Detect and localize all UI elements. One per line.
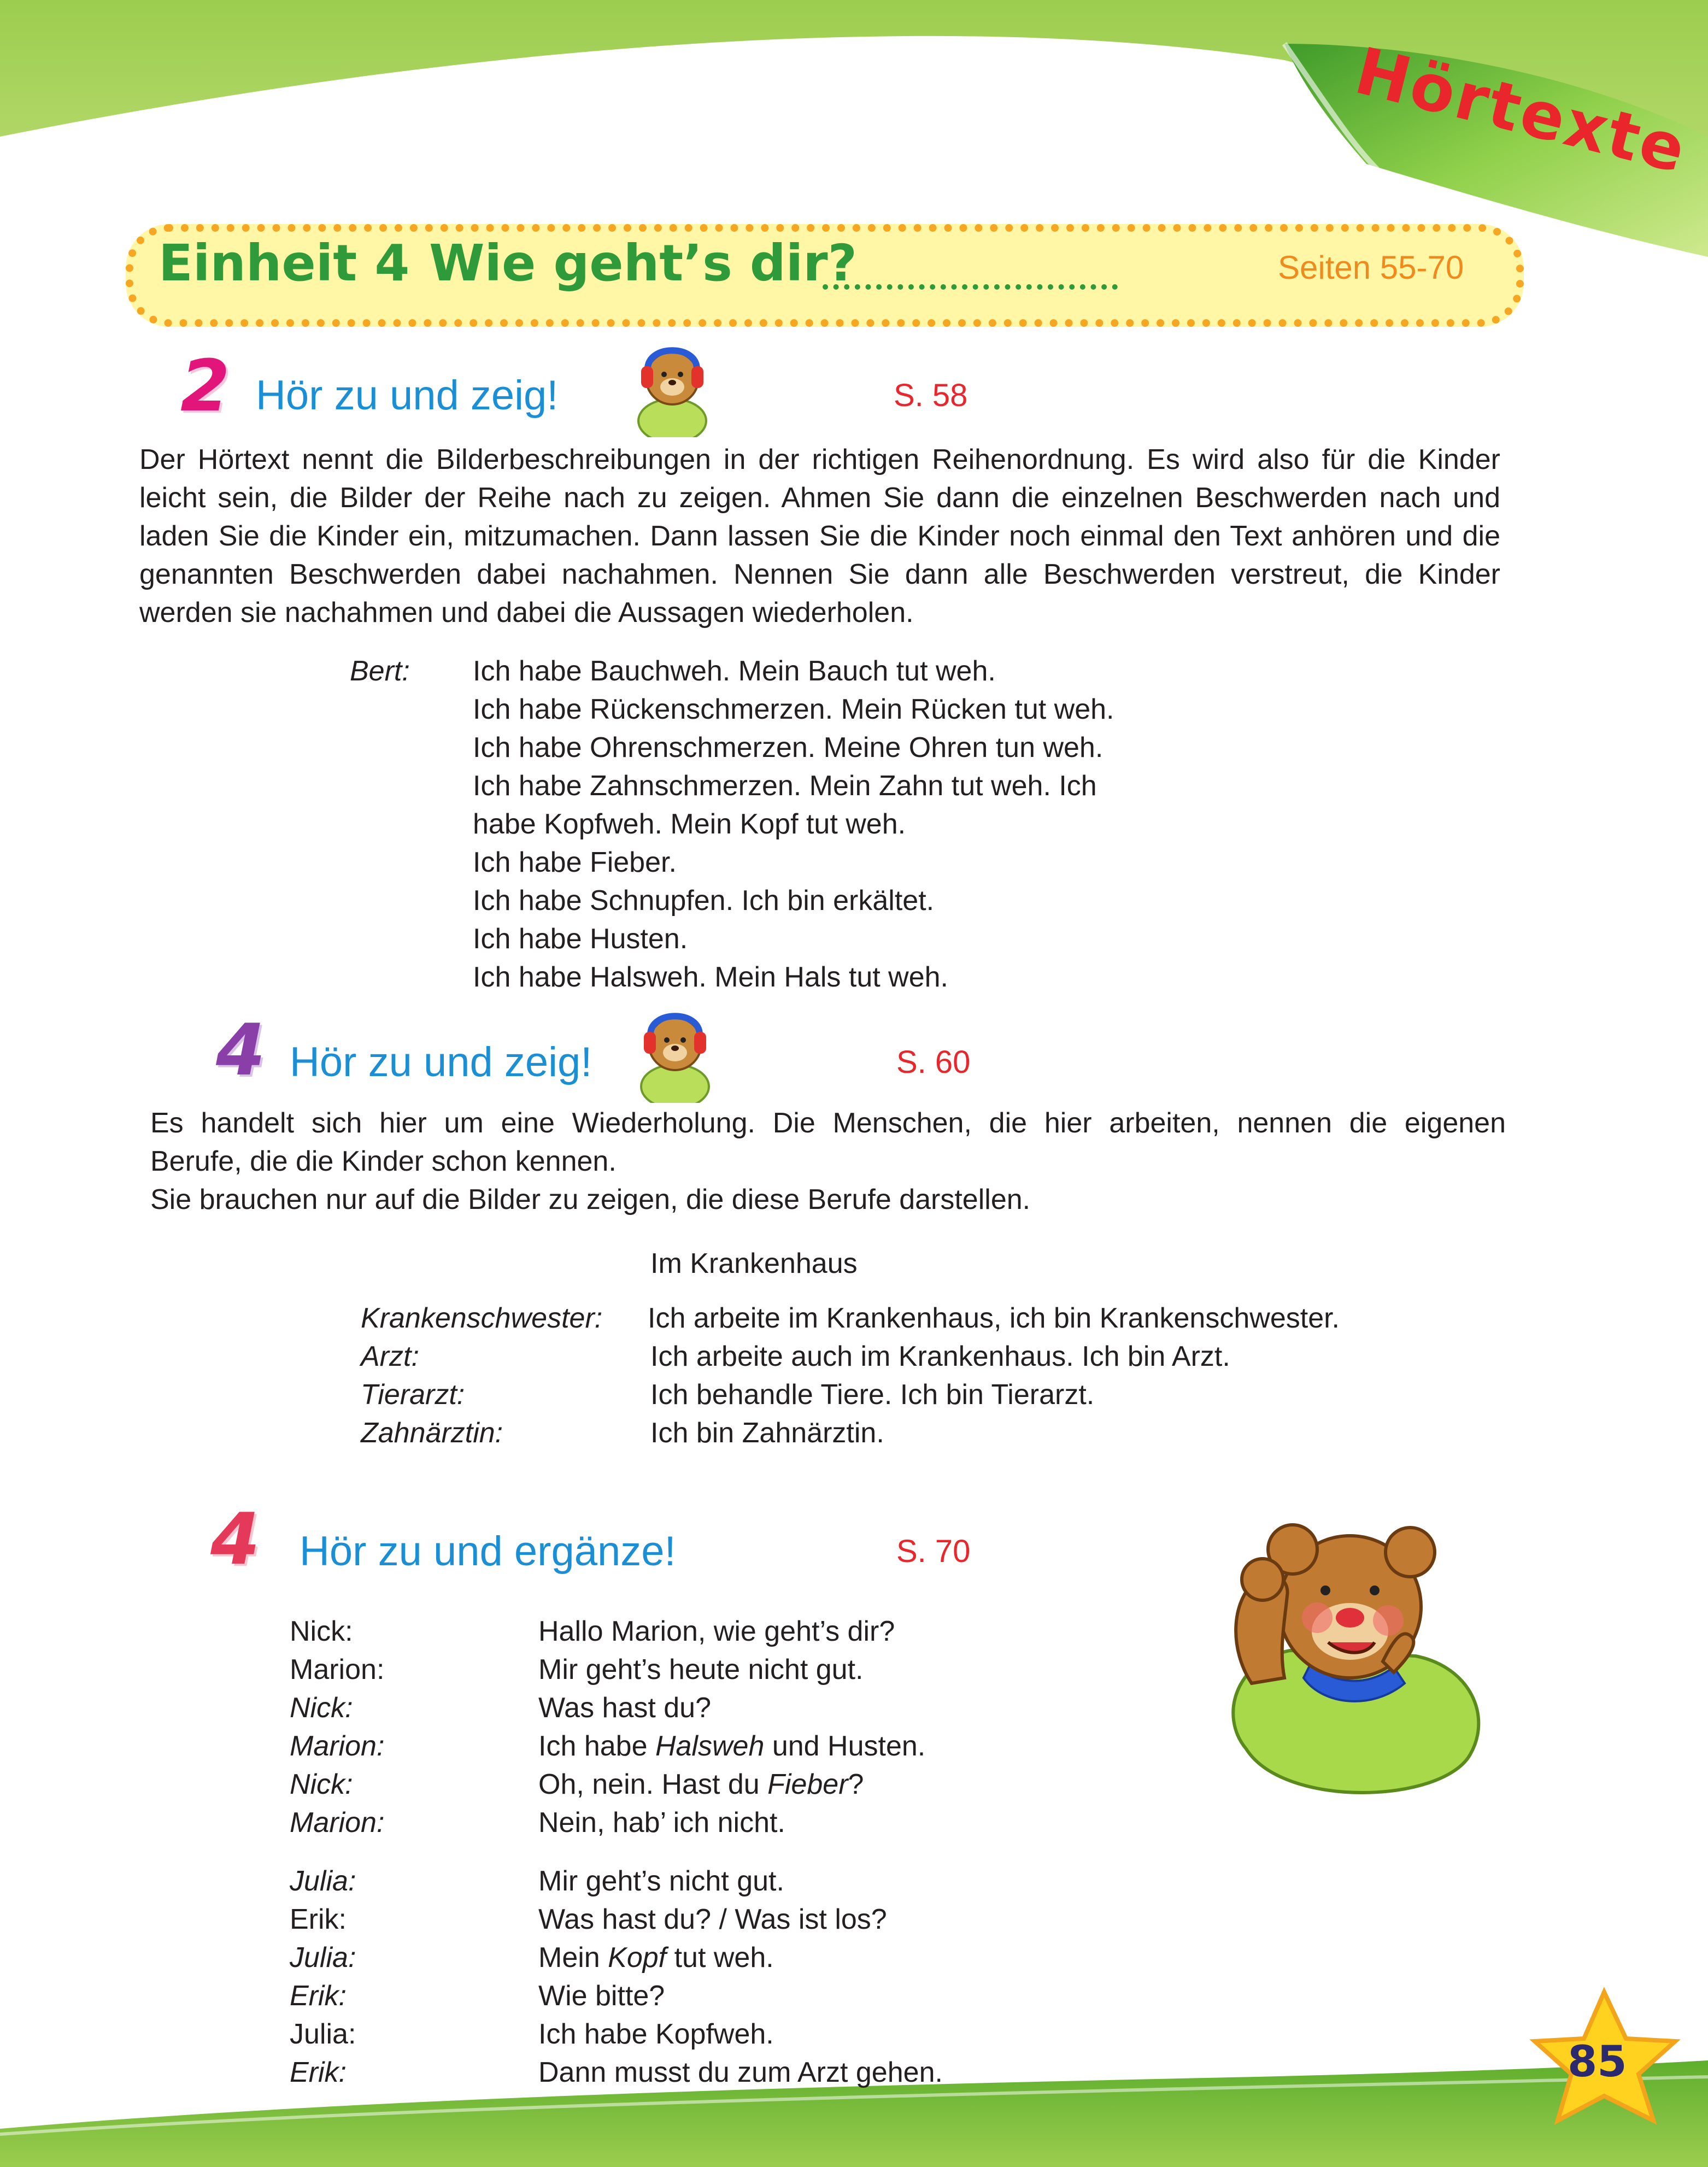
speaker-label: Marion: xyxy=(290,1807,385,1839)
exercise-title: Hör zu und ergänze! xyxy=(300,1528,676,1575)
speaker-label: Nick: xyxy=(290,1769,353,1800)
dialog-line: Nein, hab’ ich nicht. xyxy=(538,1807,785,1839)
banner-dotted-line xyxy=(823,284,1118,290)
exercise-title: Hör zu und zeig! xyxy=(256,372,559,419)
dialog-line: Mir geht’s nicht gut. xyxy=(538,1865,784,1897)
dialog-line xyxy=(538,1941,774,1974)
speaker-label: Erik: xyxy=(290,1904,347,1935)
speaker-label: Julia: xyxy=(290,2018,356,2050)
dialog-text: Mein xyxy=(538,1942,608,1974)
speaker-label: Nick: xyxy=(290,1692,353,1724)
corner-label: Hörtexte xyxy=(1348,33,1695,188)
dialog-line: Ich habe Ohrenschmerzen. Meine Ohren tun weh. xyxy=(473,732,1104,764)
instruction-text: Berufe, die die Kinder schon kennen. xyxy=(150,1146,617,1177)
page-number: 85 xyxy=(1568,2037,1627,2087)
dialog-line xyxy=(538,1730,925,1763)
speaker-label: Arzt: xyxy=(361,1341,419,1372)
dialog-line: Dann musst du zum Arzt gehen. xyxy=(538,2057,943,2088)
dialog-line: Ich habe Fieber. xyxy=(473,847,677,878)
speaker-label: Julia: xyxy=(290,1942,356,1974)
dialog-line: Ich habe Bauchweh. Mein Bauch tut weh. xyxy=(473,655,996,687)
speaker-label: Marion: xyxy=(290,1730,385,1762)
dialog-text: ? xyxy=(848,1769,864,1800)
exercise-title: Hör zu und zeig! xyxy=(290,1039,592,1085)
dialog-line: Ich arbeite auch im Krankenhaus. Ich bin Arzt. xyxy=(650,1341,1230,1372)
dialog-line: Was hast du? / Was ist los? xyxy=(538,1904,887,1935)
answer-word: Fieber xyxy=(767,1769,848,1800)
instruction-text: Sie brauchen nur auf die Bilder zu zeigen, die diese Berufe darstellen. xyxy=(150,1184,1031,1215)
unit-pages: Seiten 55-70 xyxy=(1278,249,1464,286)
speaker-label: Nick: xyxy=(290,1616,353,1647)
dialog-line: Ich habe Kopfweh. xyxy=(538,2018,774,2050)
unit-number: Einheit 4 xyxy=(159,234,410,292)
dialog-text: Oh, nein. Hast du xyxy=(538,1769,768,1800)
speaker-label: Zahnärztin: xyxy=(361,1417,503,1449)
dialog-text: tut weh. xyxy=(666,1942,774,1974)
instruction-text: Der Hörtext nennt die Bilderbeschreibungen in der richtigen Reihenordnung. Es wird also für die Kinder leicht sein, die Bilder der Reihe nach zu zeigen. Ahmen Sie dann die einzelnen Beschwerden nach und laden Sie die Kinder ein, mitzumachen. Dann lassen Sie die Kinder noch einmal den Text anhören und die genannten Beschwerden dabei nachahmen. Nennen Sie dann alle Beschwerden verstreut, die Kinder werden sie nachahmen und dabei die Aussagen wiederholen. xyxy=(139,444,1500,629)
speaker-label: Julia: xyxy=(290,1865,356,1897)
answer-word: Halsweh xyxy=(655,1730,765,1762)
answer-word: Kopf xyxy=(608,1942,667,1974)
dialog-line: Was hast du? xyxy=(538,1692,712,1724)
exercise-number: 4 xyxy=(210,1497,260,1581)
page-reference: S. 60 xyxy=(896,1044,971,1080)
bear-headphones-icon xyxy=(634,1005,716,1103)
speaker-label: Erik: xyxy=(290,1980,347,2012)
dialog-line: habe Kopfweh. Mein Kopf tut weh. xyxy=(473,808,906,840)
bear-sick-icon xyxy=(1186,1519,1492,1814)
scene-label: Im Krankenhaus xyxy=(650,1248,858,1279)
dialog-line: Ich bin Zahnärztin. xyxy=(650,1417,884,1449)
unit-title: Wie geht’s dir? xyxy=(429,234,858,292)
dialog-line: Ich habe Zahnschmerzen. Mein Zahn tut weh. Ich xyxy=(473,770,1097,802)
dialog-line: Mir geht’s heute nicht gut. xyxy=(538,1654,864,1686)
exercise-number: 4 xyxy=(216,1008,266,1091)
page-reference: S. 58 xyxy=(894,378,968,413)
instruction-text: Es handelt sich hier um eine Wiederholung. Die Menschen, die hier arbeiten, nennen die eigenen xyxy=(150,1107,1506,1139)
dialog-line: Ich habe Halsweh. Mein Hals tut weh. xyxy=(473,961,948,993)
dialog-text: und Husten. xyxy=(764,1730,926,1762)
exercise-number: 2 xyxy=(180,344,230,427)
speaker-label: Erik: xyxy=(290,2057,347,2088)
speaker-label: Tierarzt: xyxy=(361,1379,465,1411)
dialog-line: Hallo Marion, wie geht’s dir? xyxy=(538,1616,895,1647)
instruction-paragraph xyxy=(139,441,1500,632)
dialog-line xyxy=(538,1768,864,1801)
dialog-line: Ich habe Rückenschmerzen. Mein Rücken tut weh. xyxy=(473,694,1114,725)
page-reference: S. 70 xyxy=(896,1534,971,1569)
dialog-line: Wie bitte? xyxy=(538,1980,665,2012)
dialog-text: Ich habe xyxy=(538,1730,655,1762)
dialog-line: Ich habe Husten. xyxy=(473,923,688,955)
speaker-label: Bert: xyxy=(350,655,410,687)
dialog-line: Ich arbeite im Krankenhaus, ich bin Krankenschwester. xyxy=(648,1302,1340,1334)
dialog-line: Ich habe Schnupfen. Ich bin erkältet. xyxy=(473,885,935,917)
dialog-line: Ich behandle Tiere. Ich bin Tierarzt. xyxy=(650,1379,1095,1411)
speaker-label: Marion: xyxy=(290,1654,385,1686)
instruction-paragraph xyxy=(150,1104,1506,1219)
speaker-label: Krankenschwester: xyxy=(361,1302,603,1334)
bear-headphones-icon xyxy=(631,339,713,437)
